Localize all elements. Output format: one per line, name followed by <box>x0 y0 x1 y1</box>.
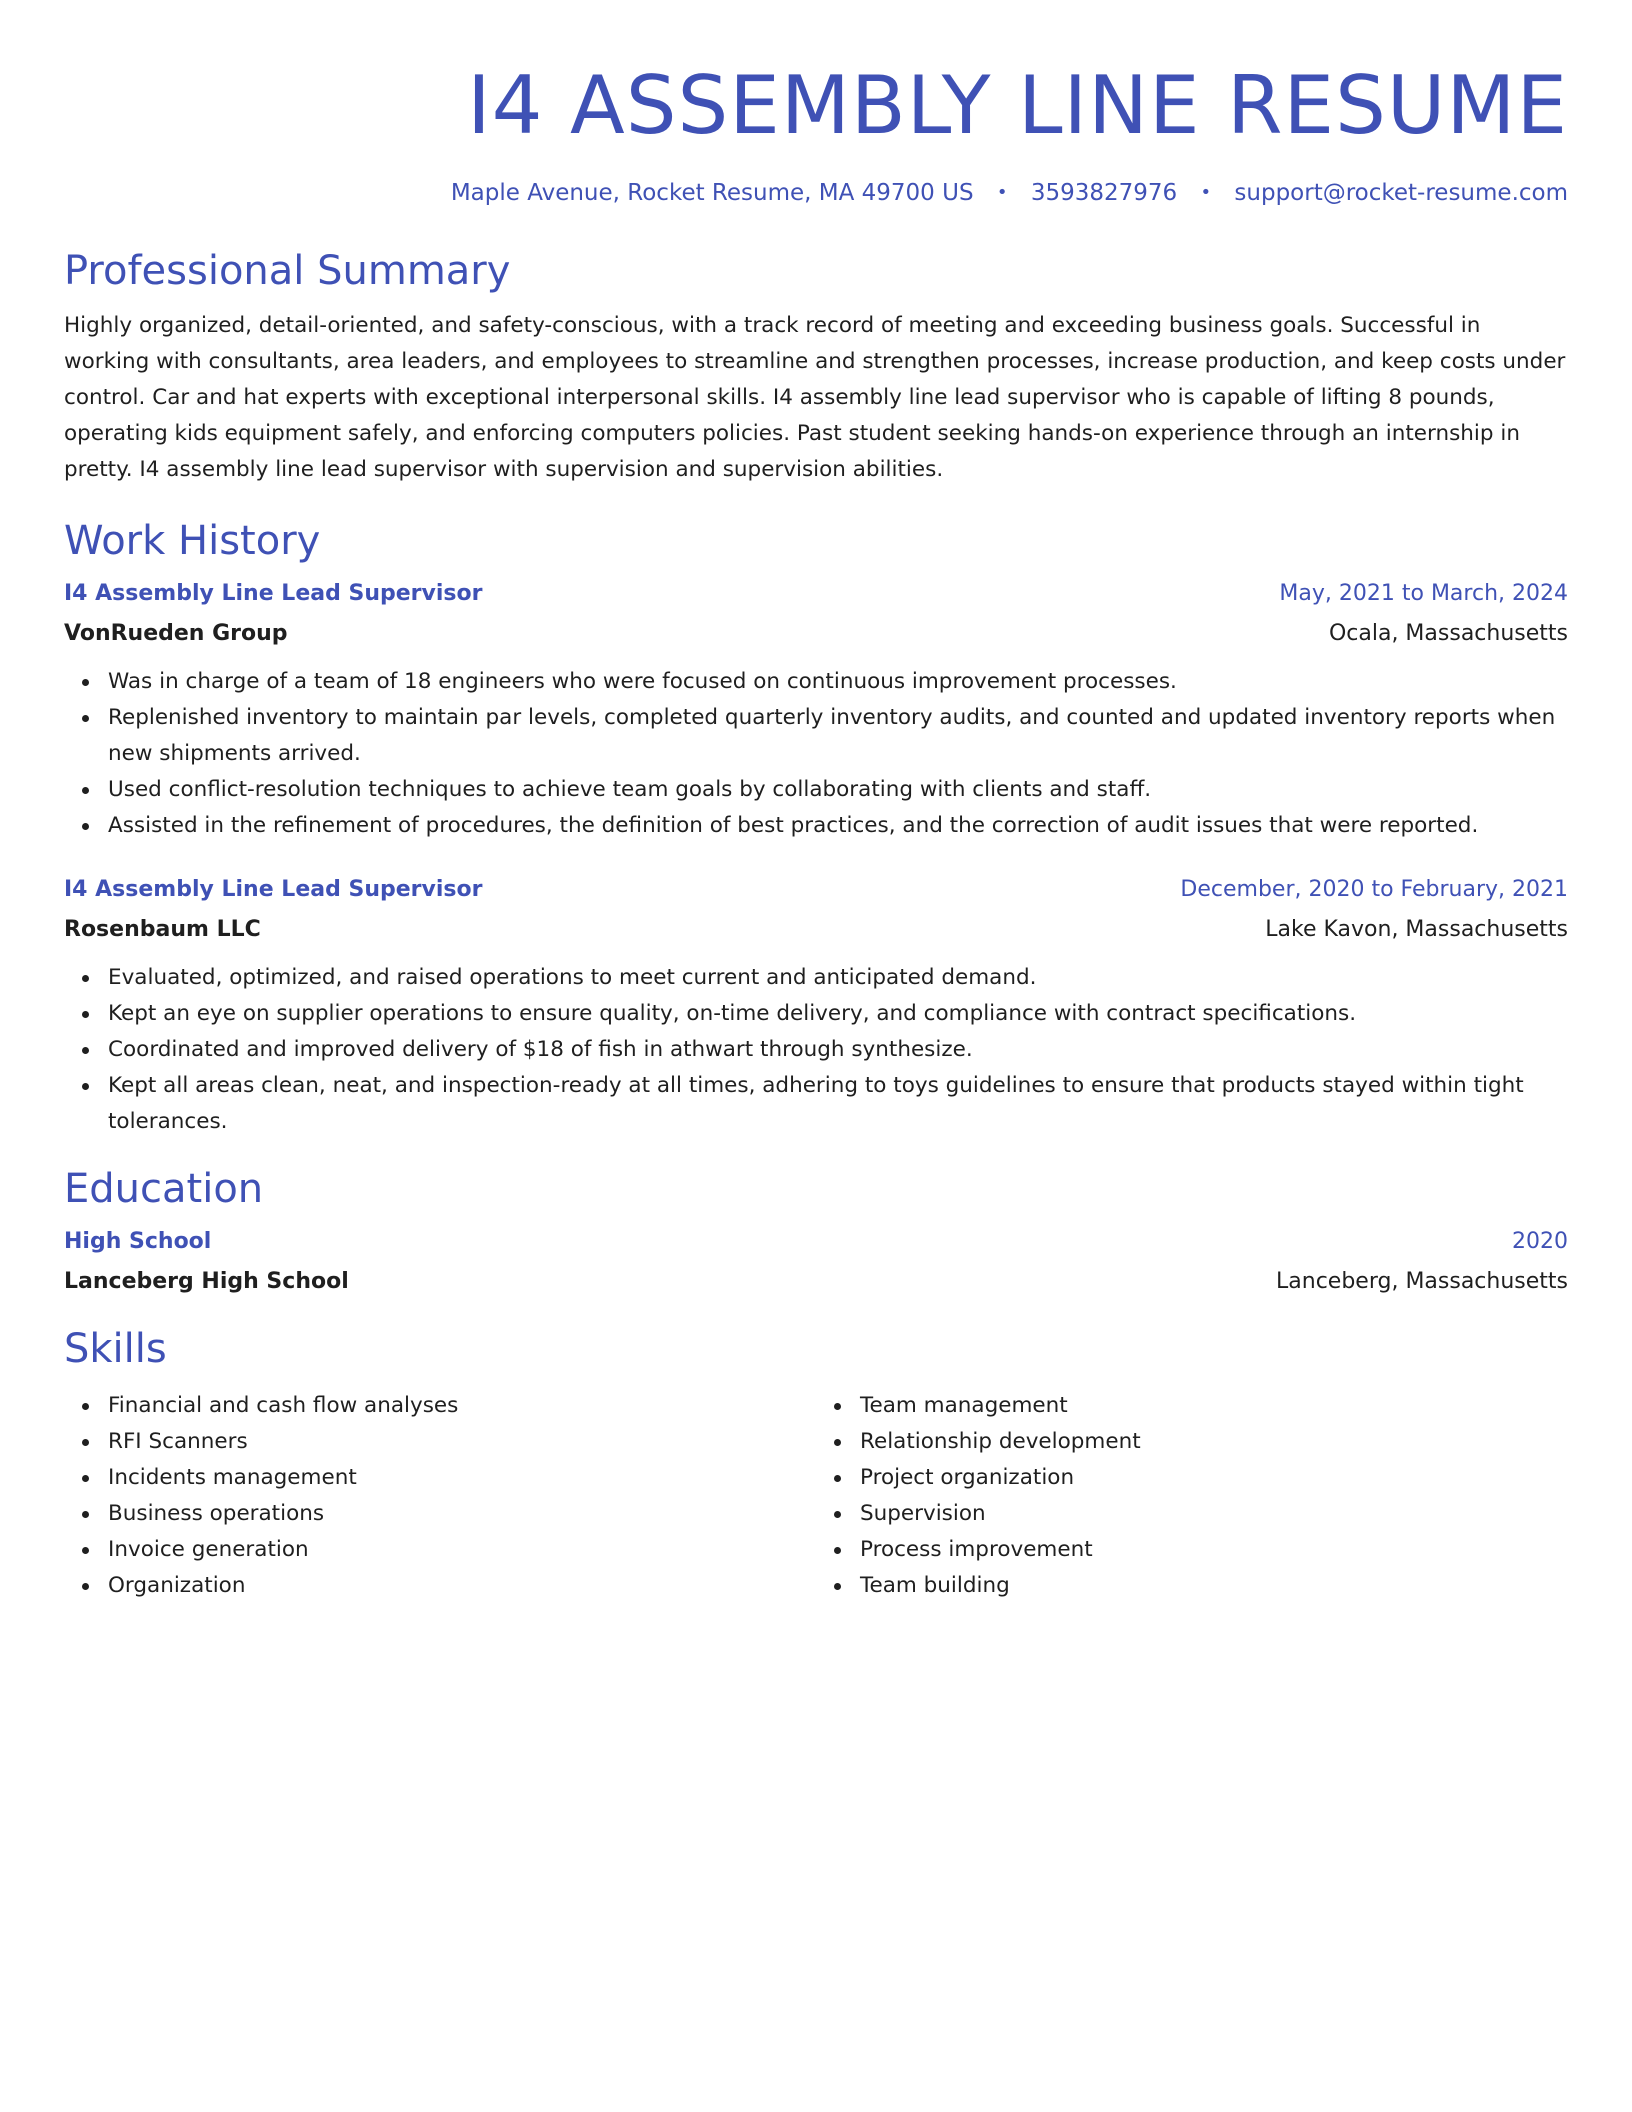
education-school-row <box>64 1262 1568 1302</box>
skills-column-left <box>64 1388 816 1604</box>
education-degree-row <box>64 1222 1568 1262</box>
skills-heading: Skills <box>64 1326 167 1372</box>
skill-item: Team building <box>860 1568 1568 1604</box>
skill-item: Financial and cash flow analyses <box>108 1388 816 1424</box>
job-dates: December, 2020 to February, 2021 <box>1180 877 1568 902</box>
job-bullets <box>64 664 1568 844</box>
skill-item: RFI Scanners <box>108 1424 816 1460</box>
job-company: Rosenbaum LLC <box>64 917 261 942</box>
skill-item: Project organization <box>860 1460 1568 1496</box>
job-bullet: Evaluated, optimized, and raised operations to meet current and anticipated demand. <box>108 960 1568 996</box>
job-company-row <box>64 614 1568 654</box>
job-title: I4 Assembly Line Lead Supervisor <box>64 581 483 606</box>
job-bullet: Was in charge of a team of 18 engineers who were focused on continuous improvement processes. <box>108 664 1568 700</box>
job-bullet: Coordinated and improved delivery of $18 of fish in athwart through synthesize. <box>108 1032 1568 1068</box>
contact-line <box>64 178 1568 208</box>
skill-item: Process improvement <box>860 1532 1568 1568</box>
skill-item: Relationship development <box>860 1424 1568 1460</box>
summary-section <box>64 246 1568 488</box>
contact-separator-1: • <box>996 182 1008 203</box>
job-dates: May, 2021 to March, 2024 <box>1279 581 1568 606</box>
skill-item: Business operations <box>108 1496 816 1532</box>
job-title-row <box>64 574 1568 614</box>
job-title: I4 Assembly Line Lead Supervisor <box>64 877 483 902</box>
education-school: Lanceberg High School <box>64 1269 349 1294</box>
job-entry <box>64 870 1568 1140</box>
education-entry <box>64 1222 1568 1302</box>
job-bullet: Used conflict-resolution techniques to achieve team goals by collaborating with clients and staff. <box>108 772 1568 808</box>
resume-title: I4 ASSEMBLY LINE RESUME <box>467 59 1568 152</box>
skill-item: Team management <box>860 1388 1568 1424</box>
skills-grid <box>64 1388 1568 1604</box>
work-history-heading: Work History <box>64 518 321 564</box>
contact-address: Maple Avenue, Rocket Resume, MA 49700 US <box>450 180 974 206</box>
education-degree: High School <box>64 1229 212 1254</box>
job-title-row <box>64 870 1568 910</box>
job-location: Ocala, Massachusetts <box>1328 621 1568 646</box>
job-company-row <box>64 910 1568 950</box>
contact-email[interactable]: support@rocket-resume.com <box>1234 180 1568 206</box>
job-bullet: Assisted in the refinement of procedures, the definition of best practices, and the correction of audit issues that were reported. <box>108 808 1568 844</box>
education-heading: Education <box>64 1166 264 1212</box>
education-year: 2020 <box>1512 1229 1568 1254</box>
job-bullet: Kept all areas clean, neat, and inspection-ready at all times, adhering to toys guidelines to ensure that products stayed within tight tolerances. <box>108 1068 1568 1140</box>
contact-phone: 3593827976 <box>1030 180 1178 206</box>
job-bullets <box>64 960 1568 1140</box>
skill-item: Supervision <box>860 1496 1568 1532</box>
education-location: Lanceberg, Massachusetts <box>1276 1269 1568 1294</box>
summary-heading: Professional Summary <box>64 248 511 294</box>
work-history-section <box>64 516 1568 1140</box>
job-location: Lake Kavon, Massachusetts <box>1265 917 1568 942</box>
job-entry <box>64 574 1568 844</box>
summary-text: Highly organized, detail-oriented, and safety-conscious, with a track record of meeting and exceeding business goals. Successful in working with consultants, area leaders, and employees to streamline and strengthen processes, increase production, and keep costs under control. Car and hat experts with exceptional interpersonal skills. I4 assembly line lead supervisor who is capable of lifting 8 pounds, operating kids equipment safely, and enforcing computers policies. Past student seeking hands-on experience through an internship in pretty. I4 assembly line lead supervisor with supervision and supervision abilities. <box>64 313 1566 482</box>
job-bullet: Replenished inventory to maintain par levels, completed quarterly inventory audits, and counted and updated inventory reports when new shipments arrived. <box>108 700 1568 772</box>
skills-list-left <box>64 1388 816 1604</box>
skill-item: Incidents management <box>108 1460 816 1496</box>
skill-item: Invoice generation <box>108 1532 816 1568</box>
job-bullet: Kept an eye on supplier operations to ensure quality, on-time delivery, and compliance with contract specifications. <box>108 996 1568 1032</box>
skills-list-right <box>816 1388 1568 1604</box>
job-company: VonRueden Group <box>64 621 288 646</box>
resume-header <box>64 0 1568 208</box>
skills-column-right <box>816 1388 1568 1604</box>
skill-item: Organization <box>108 1568 816 1604</box>
education-section <box>64 1164 1568 1302</box>
skills-section <box>64 1324 1568 1604</box>
contact-separator-2: • <box>1200 182 1212 203</box>
